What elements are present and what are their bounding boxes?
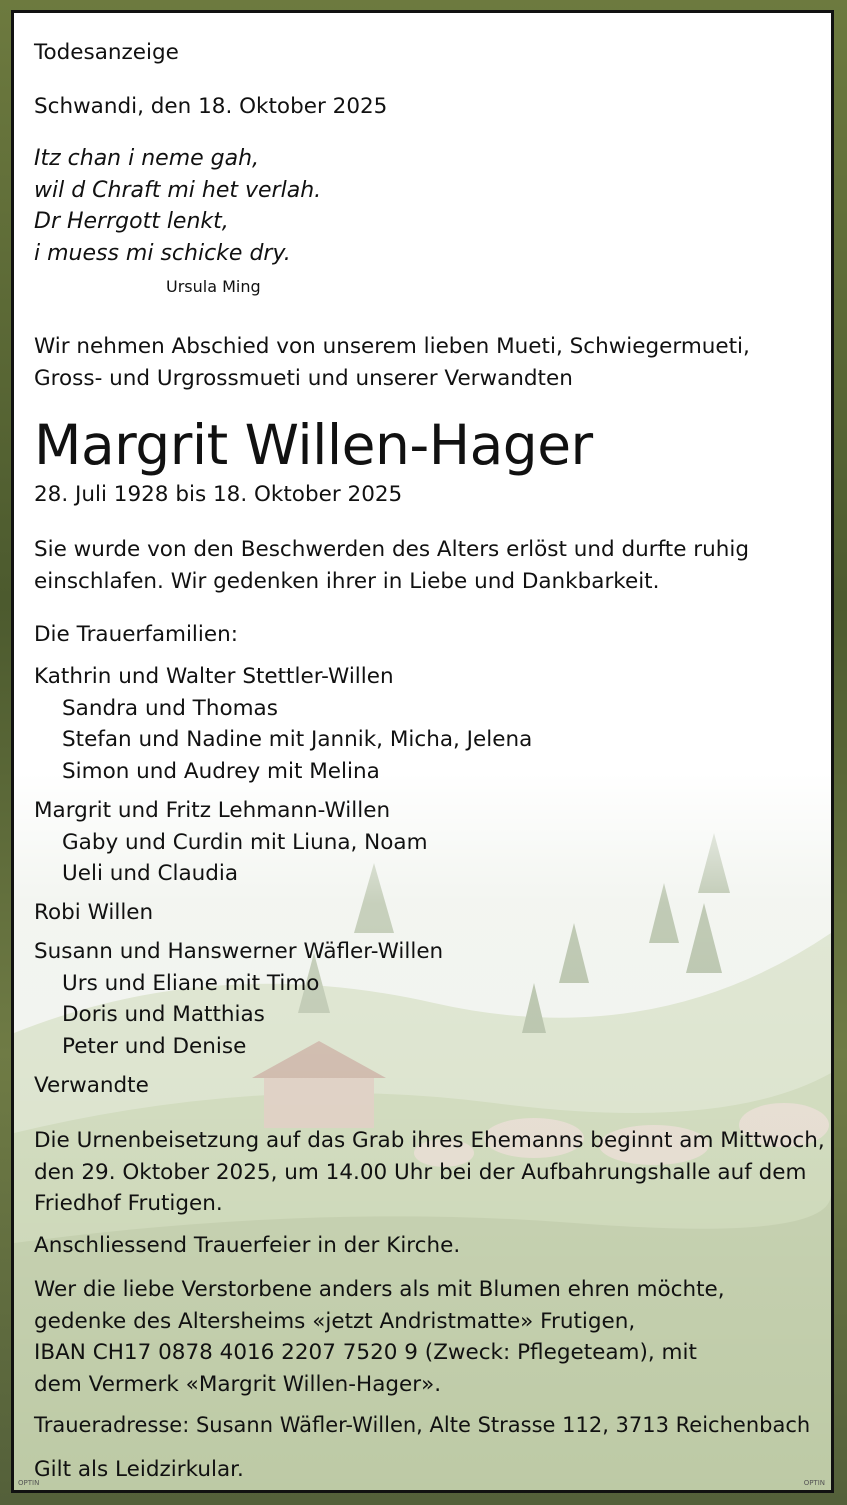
family-member: Peter und Denise xyxy=(62,1033,247,1059)
family-head: Margrit und Fritz Lehmann-Willen xyxy=(34,798,391,823)
circular-note: Gilt als Leidzirkular. xyxy=(34,1457,244,1482)
intro-text: Wir nehmen Abschied von unserem lieben Mueti, Schwiegermueti, Gross- und Urgrossmueti und unserer Verwandten xyxy=(34,334,750,391)
message-text: Sie wurde von den Beschwerden des Alters erlöst und durfte ruhig einschlafen. Wir gedenken ihrer in Liebe und Dankbarkeit. xyxy=(34,537,750,594)
notice-title: Todesanzeige xyxy=(34,40,179,65)
donation-text: Wer die liebe Verstorbene anders als mit Blumen ehren möchte, gedenke des Altersheims «jetzt Andristmatte» Frutigen, IBAN CH17 0878 4016 2207 7520 9 (Zweck: Pflegeteam), mit dem Vermerk «Margrit Willen-Hager». xyxy=(34,1277,725,1397)
poem-author: Ursula Ming xyxy=(166,277,261,296)
life-dates: 28. Juli 1928 bis 18. Oktober 2025 xyxy=(34,482,403,507)
family-member: Doris und Matthias xyxy=(62,1002,265,1027)
poem-line: wil d Chraft mi het verlah. xyxy=(34,177,322,203)
family-member: Simon und Audrey mit Melina xyxy=(62,758,380,784)
credit-left: OPTIN xyxy=(18,1479,40,1487)
family-head: Kathrin und Walter Stettler-Willen xyxy=(34,664,394,689)
credit-right: OPTIN xyxy=(803,1479,825,1487)
poem-line: Itz chan i neme gah, xyxy=(34,146,260,171)
family-group xyxy=(34,661,532,787)
deceased-name: Margrit Willen-Hager xyxy=(34,413,593,477)
poem-line: i muess mi schicke dry. xyxy=(34,240,291,266)
family-head: Verwandte xyxy=(34,1073,149,1098)
mourning-address: Traueradresse: Susann Wäfler-Willen, Alte Strasse 112, 3713 Reichenbach xyxy=(34,1413,811,1437)
family-member: Stefan und Nadine mit Jannik, Micha, Jelena xyxy=(62,727,533,752)
afterward-text: Anschliessend Trauerfeier in der Kirche. xyxy=(34,1233,461,1258)
family-head: Susann und Hanswerner Wäfler-Willen xyxy=(34,939,444,964)
poem xyxy=(34,143,321,269)
poem-line: Dr Herrgott lenkt, xyxy=(34,209,229,234)
family-member: Sandra und Thomas xyxy=(62,695,278,721)
ceremony-text: Die Urnenbeisetzung auf das Grab ihres Ehemanns beginnt am Mittwoch, den 29. Oktober 2025, um 14.00 Uhr bei der Aufbahrungshalle auf dem Friedhof Frutigen. xyxy=(34,1128,825,1216)
family-group xyxy=(34,795,428,890)
family-member: Ueli und Claudia xyxy=(62,861,239,886)
family-group xyxy=(34,936,443,1062)
obituary-card xyxy=(11,10,834,1493)
family-member: Gaby und Curdin mit Liuna, Noam xyxy=(62,829,428,855)
families-heading: Die Trauerfamilien: xyxy=(34,622,238,647)
family-member: Urs und Eliane mit Timo xyxy=(62,970,320,996)
place-date: Schwandi, den 18. Oktober 2025 xyxy=(34,94,388,119)
family-head: Robi Willen xyxy=(34,900,154,925)
